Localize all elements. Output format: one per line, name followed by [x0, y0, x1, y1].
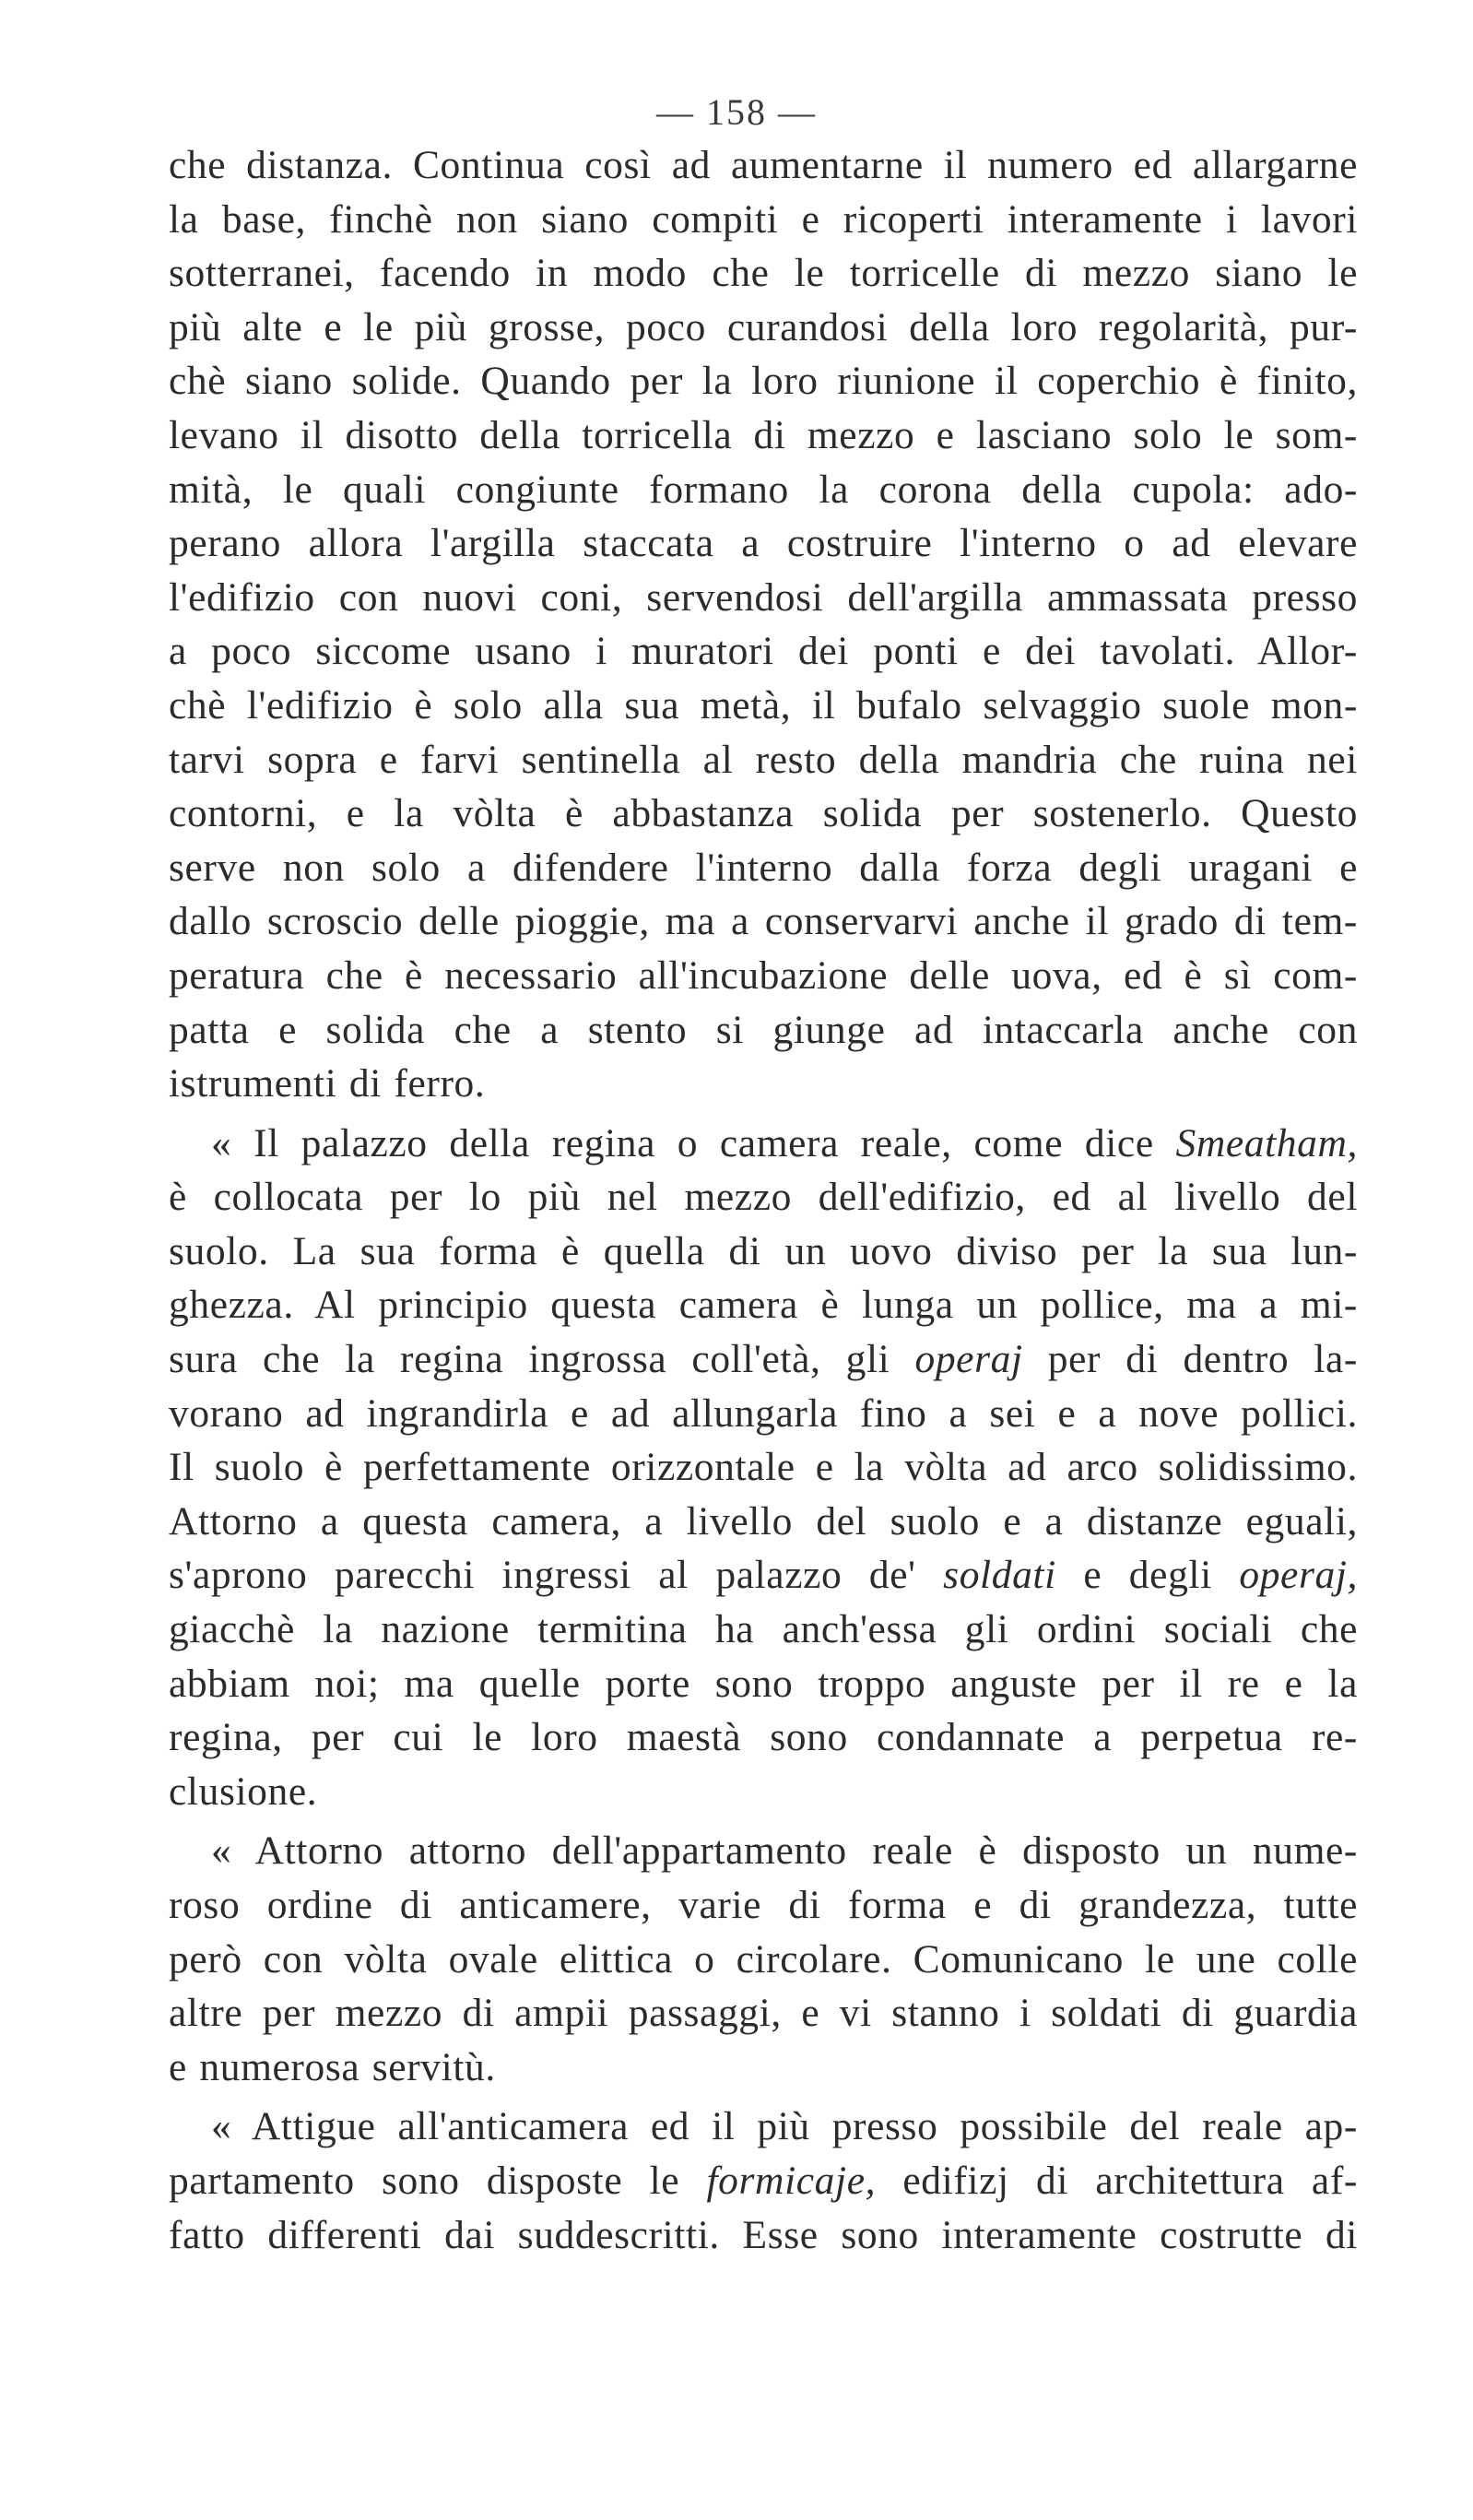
text-line: l'edifizio con nuovi coni, servendosi dell'argilla ammassata presso: [169, 574, 1358, 620]
text-line: roso ordine di anticamere, varie di forma e di grandezza, tutte: [169, 1883, 1358, 1927]
text-line: tarvi sopra e farvi sentinella al resto della mandria che ruina nei: [169, 737, 1358, 782]
page-number: — 158 —: [656, 91, 817, 133]
text-span: s'aprono parecchi ingressi al palazzo de': [169, 1553, 944, 1598]
text-line: clusione.: [169, 1769, 318, 1814]
text-line: abbiam noi; ma quelle porte sono troppo anguste per il re e la: [169, 1661, 1358, 1706]
italic-author-name: Smeatham,: [1175, 1120, 1358, 1165]
text-line: ghezza. Al principio questa camera è lunga un pollice, ma a mi-: [169, 1283, 1358, 1328]
text-line: chè l'edifizio è solo alla sua metà, il bufalo selvaggio suole mon-: [169, 682, 1358, 728]
text-span: sura che la regina ingrossa coll'età, gli: [169, 1337, 915, 1382]
text-line: però con vòlta ovale elittica o circolare. Comunicano le une colle: [169, 1936, 1358, 1982]
text-span: partamento sono disposte le: [169, 2158, 707, 2203]
text-line: Attorno a questa camera, a livello del suolo e a distanze eguali,: [169, 1498, 1358, 1544]
text-line: suolo. La sua forma è quella di un uovo diviso per la sua lun-: [169, 1228, 1358, 1273]
paragraph-3: [169, 1824, 1358, 2094]
text-span: per di dentro la-: [1022, 1337, 1358, 1382]
text-line: patta e solida che a stento si giunge ad intaccarla anche con: [169, 1007, 1358, 1052]
text-line: [169, 1117, 1358, 1171]
paragraph-1: [169, 138, 1358, 1111]
text-line: altre per mezzo di ampii passaggi, e vi stanno i soldati di guardia: [169, 1991, 1358, 2036]
text-line: istrumenti di ferro.: [169, 1061, 486, 1106]
paragraph-4: [169, 2100, 1358, 2262]
text-line: a poco siccome usano i muratori dei ponti e dei tavolati. Allor-: [169, 629, 1358, 674]
italic-term: operaj: [914, 1337, 1023, 1382]
text-line: peratura che è necessario all'incubazione delle uova, ed è sì com-: [169, 952, 1358, 998]
text-span: e degli: [1055, 1553, 1240, 1598]
text-line: dallo scroscio delle pioggie, ma a conservarvi anche il grado di tem-: [169, 899, 1358, 944]
text-line: perano allora l'argilla staccata a costruire l'interno o ad elevare: [169, 521, 1358, 566]
text-line: [169, 1332, 1358, 1387]
text-line: contorni, e la vòlta è abbastanza solida per sostenerlo. Questo: [169, 791, 1358, 836]
text-line: sotterranei, facendo in modo che le torricelle di mezzo siano le: [169, 251, 1358, 296]
text-line: levano il disotto della torricella di mezzo e lasciano solo le som-: [169, 412, 1358, 457]
text-line: [169, 2154, 1358, 2208]
text-line: che distanza. Continua così ad aumentarne il numero ed allargarne: [169, 143, 1358, 187]
text-line: Il suolo è perfettamente orizzontale e la vòlta ad arco solidissimo.: [169, 1445, 1358, 1490]
text-line: e numerosa servitù.: [169, 2044, 496, 2089]
text-line: è collocata per lo più nel mezzo dell'edifizio, ed al livello del: [169, 1175, 1358, 1220]
text-line: [169, 1548, 1358, 1603]
paragraph-2: [169, 1117, 1358, 1819]
text-line: « Attigue all'anticamera ed il più presso possibile del reale ap-: [211, 2104, 1358, 2149]
italic-term: formicaje,: [706, 2158, 877, 2203]
text-line: serve non solo a difendere l'interno dalla forza degli uragani e: [169, 845, 1358, 890]
text-line: chè siano solide. Quando per la loro riunione il coperchio è finito,: [169, 359, 1358, 404]
italic-term: soldati: [943, 1553, 1056, 1598]
text-line: « Attorno attorno dell'appartamento reale è disposto un nume-: [211, 1828, 1358, 1874]
text-span: edifizj di architettura af-: [876, 2158, 1358, 2203]
page-body: [169, 138, 1358, 2267]
text-line: regina, per cui le loro maestà sono condannate a perpetua re-: [169, 1715, 1358, 1760]
text-line: fatto differenti dai suddescritti. Esse sono interamente costrutte di: [169, 2212, 1358, 2257]
text-line: più alte e le più grosse, poco curandosi della loro regolarità, pur-: [169, 304, 1358, 349]
italic-term: operaj,: [1239, 1553, 1358, 1598]
text-line: vorano ad ingrandirla e ad allungarla fino a sei e a nove pollici.: [169, 1390, 1358, 1436]
text-line: giacchè la nazione termitina ha anch'essa gli ordini sociali che: [169, 1607, 1358, 1652]
text-line: mità, le quali congiunte formano la corona della cupola: ado-: [169, 467, 1358, 512]
text-span: « Il palazzo della regina o camera reale, come dice: [211, 1120, 1176, 1165]
text-line: la base, finchè non siano compiti e ricoperti interamente i lavori: [169, 196, 1358, 242]
